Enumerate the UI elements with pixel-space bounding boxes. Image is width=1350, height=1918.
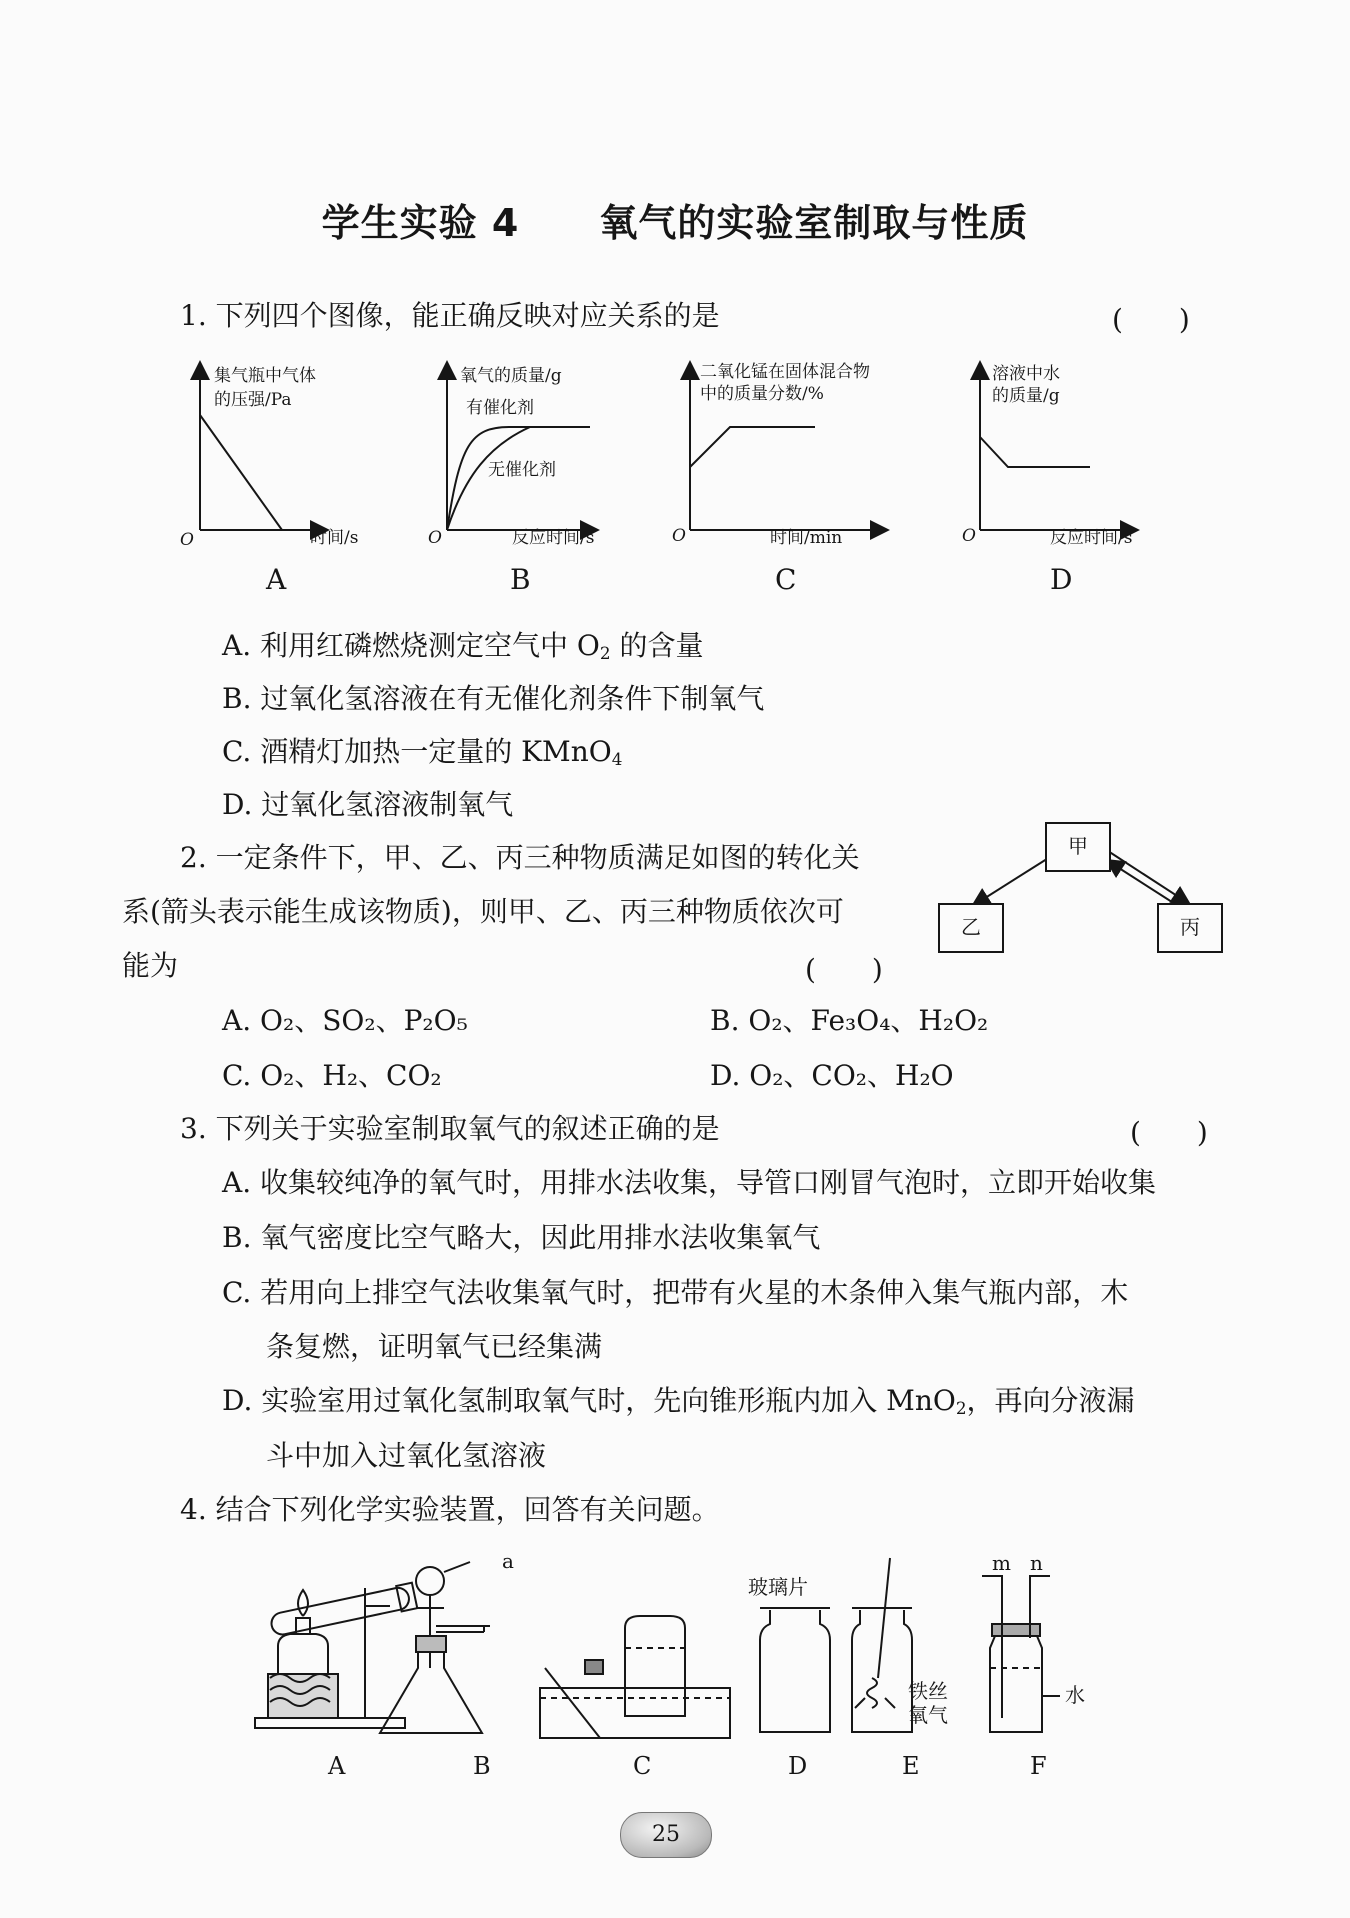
graph-c-letter: C	[775, 563, 797, 595]
apparatus-letter-b: B	[473, 1752, 491, 1778]
q2-option-d: D. O₂、CO₂、H₂O	[710, 1059, 954, 1092]
graph-d-xlabel: 反应时间/s	[1050, 528, 1133, 548]
apparatus-d	[760, 1608, 830, 1732]
apparatus-letter-c: C	[633, 1752, 652, 1778]
label-water: 水	[1065, 1683, 1085, 1707]
title-right: 氧气的实验室制取与性质	[599, 201, 1029, 245]
graph-b-origin: O	[428, 528, 442, 548]
q2-line-3: 能为	[122, 949, 179, 982]
graph-b-curve-label-2: 无催化剂	[488, 460, 556, 480]
graph-d-ylabel-1: 溶液中水	[992, 364, 1060, 384]
graph-b-xlabel: 反应时间/s	[512, 528, 595, 548]
q3-option-c-2: 条复燃，证明氧气已经集满	[266, 1330, 603, 1363]
apparatus-a	[255, 1583, 417, 1728]
apparatus-letter-d: D	[788, 1752, 808, 1778]
graph-b-letter: B	[510, 563, 531, 595]
graph-b	[428, 366, 594, 595]
q2-option-c: C. O₂、H₂、CO₂	[222, 1059, 442, 1092]
node-bing: 丙	[1157, 903, 1223, 953]
page-number: 25	[620, 1812, 712, 1858]
q2-option-b: B. O₂、Fe₃O₄、H₂O₂	[710, 1004, 989, 1037]
q2-answer-paren: ( )	[805, 953, 883, 986]
node-yi: 乙	[938, 903, 1004, 953]
apparatus-f	[982, 1576, 1060, 1732]
q3-option-d-2: 斗中加入过氧化氢溶液	[266, 1439, 547, 1472]
q1-option-c: C. 酒精灯加热一定量的 KMnO$_4$	[222, 735, 623, 770]
q3-answer-paren: ( )	[1130, 1116, 1208, 1149]
graph-a-ylabel-2: 的压强/Pa	[214, 390, 292, 410]
label-oxygen: 氧气	[908, 1703, 948, 1727]
label-iron-wire: 铁丝	[908, 1679, 948, 1703]
graph-c-ylabel-1: 二氧化锰在固体混合物	[700, 362, 870, 382]
q4-apparatus	[240, 1548, 1120, 1778]
q1-answer-paren: ( )	[1112, 303, 1190, 336]
q1-option-b: B. 过氧化氢溶液在有无催化剂条件下制氧气	[222, 682, 765, 715]
q1-graphs	[170, 355, 1170, 595]
graph-c	[672, 362, 880, 595]
graph-a	[180, 366, 358, 595]
title-left: 学生实验 4	[321, 201, 520, 245]
q3-option-a: A. 收集较纯净的氧气时，用排水法收集，导管口刚冒气泡时，立即开始收集	[222, 1166, 1157, 1199]
graph-d-ylabel-2: 的质量/g	[992, 386, 1060, 406]
graph-a-xlabel: 时间/s	[310, 528, 359, 548]
graph-d-origin: O	[962, 526, 976, 546]
label-a: a	[502, 1549, 514, 1573]
apparatus-letter-f: F	[1030, 1752, 1047, 1778]
graph-a-letter: A	[266, 563, 287, 595]
q2-line-1: 2. 一定条件下，甲、乙、丙三种物质满足如图的转化关	[180, 841, 860, 874]
q2-line-2: 系(箭头表示能生成该物质)，则甲、乙、丙三种物质依次可	[122, 895, 844, 928]
graph-a-origin: O	[180, 530, 194, 550]
q3-option-d-1: D. 实验室用过氧化氢制取氧气时，先向锥形瓶内加入 MnO$_2$，再向分液漏	[222, 1384, 1135, 1419]
q1-option-d: D. 过氧化氢溶液制氧气	[222, 788, 514, 821]
q3-option-b: B. 氧气密度比空气略大，因此用排水法收集氧气	[222, 1221, 821, 1254]
node-jia: 甲	[1045, 822, 1111, 872]
graph-c-ylabel-2: 中的质量分数/%	[700, 384, 824, 404]
label-n: n	[1030, 1551, 1043, 1575]
graph-a-ylabel-1: 集气瓶中气体	[214, 366, 316, 386]
q4-stem: 4. 结合下列化学实验装置，回答有关问题。	[180, 1493, 720, 1526]
graph-b-ylabel-1: 氧气的质量/g	[460, 366, 562, 386]
apparatus-c	[540, 1616, 730, 1738]
page-title	[0, 192, 1350, 247]
q3-option-c-1: C. 若用向上排空气法收集氧气时，把带有火星的木条伸入集气瓶内部，木	[222, 1276, 1129, 1309]
q1-option-a: A. 利用红磷燃烧测定空气中 $O_2$ 的含量	[222, 629, 704, 664]
apparatus-letter-a: A	[328, 1752, 346, 1778]
graph-d	[962, 364, 1132, 595]
q2-option-a: A. O₂、SO₂、P₂O₅	[222, 1004, 468, 1037]
q1-stem: 1. 下列四个图像，能正确反映对应关系的是	[180, 299, 720, 332]
graph-c-origin: O	[672, 526, 686, 546]
graph-c-xlabel: 时间/min	[770, 528, 843, 548]
graph-b-curve-label-1: 有催化剂	[466, 398, 534, 418]
label-glass-plate: 玻璃片	[748, 1575, 808, 1599]
apparatus-letter-e: E	[902, 1752, 920, 1778]
q3-stem: 3. 下列关于实验室制取氧气的叙述正确的是	[180, 1112, 720, 1145]
apparatus-e	[852, 1558, 912, 1732]
label-m: m	[992, 1551, 1011, 1575]
graph-d-letter: D	[1050, 563, 1073, 595]
